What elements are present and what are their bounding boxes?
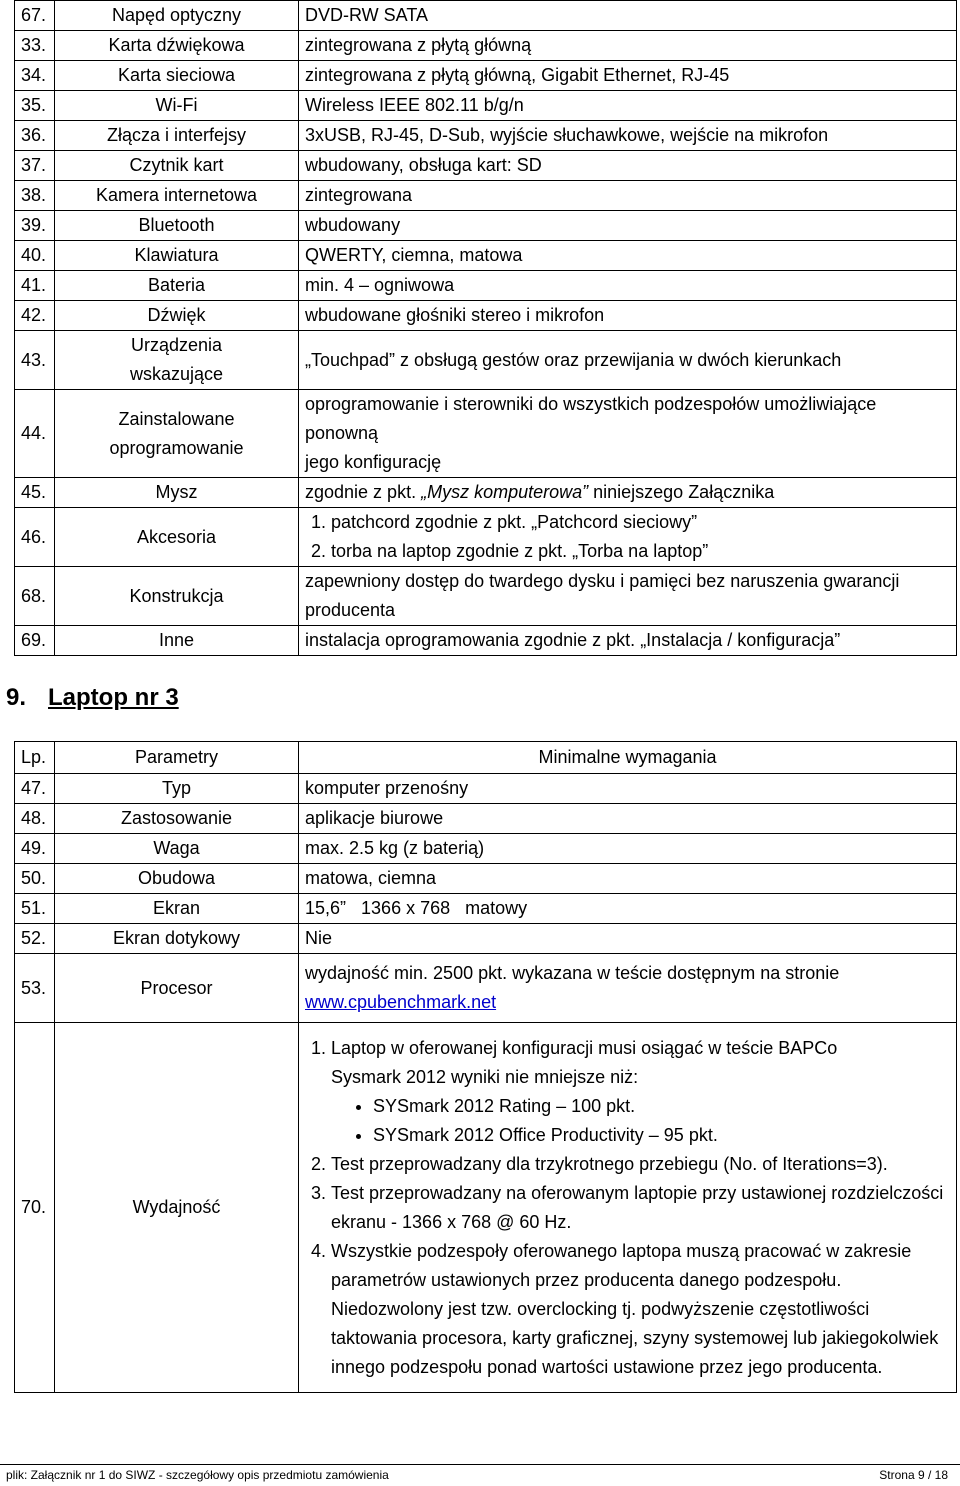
value-line: producenta	[305, 600, 396, 620]
spec-table-continued	[14, 0, 957, 656]
row-number: 40.	[15, 241, 55, 271]
table-row	[15, 181, 957, 211]
row-value: „Touchpad” z obsługą gestów oraz przewijania w dwóch kierunkach	[299, 331, 957, 390]
row-value	[299, 954, 957, 1023]
list-item: 4. Wszystkie podzespoły oferowanego laptopa muszą pracować w zakresie parametrów ustawionych przez producenta danego podzespołu. Niedozwolony jest tzw. overclocking tj. podwyższenie częstotliwości taktowania procesora, karty graficznej, szyny systemowej lub jakiegokolwiek innego podzespołu ponad wartości ustawione przez jego producenta.	[331, 1237, 950, 1382]
row-parameter: Napęd optyczny	[55, 1, 299, 31]
row-parameter: Kamera internetowa	[55, 181, 299, 211]
row-value: wbudowany	[299, 211, 957, 241]
row-number: 35.	[15, 91, 55, 121]
list-item: 2. torba na laptop zgodnie z pkt. „Torba na laptop”	[331, 537, 950, 566]
row-value: Wireless IEEE 802.11 b/g/n	[299, 91, 957, 121]
header-lp: Lp.	[15, 742, 55, 774]
row-parameter: Dźwięk	[55, 301, 299, 331]
row-number: 38.	[15, 181, 55, 211]
table-row	[15, 924, 957, 954]
row-value: 3xUSB, RJ-45, D-Sub, wyjście słuchawkowe, wejście na mikrofon	[299, 121, 957, 151]
value-text: zgodnie z pkt.	[305, 482, 422, 502]
row-number: 48.	[15, 804, 55, 834]
row-number: 34.	[15, 61, 55, 91]
row-parameter: Klawiatura	[55, 241, 299, 271]
row-parameter: Ekran	[55, 894, 299, 924]
table-row	[15, 894, 957, 924]
row-value	[299, 390, 957, 478]
value-line: wydajność min. 2500 pkt. wykazana w teście dostępnym na stronie	[305, 963, 840, 983]
row-number: 42.	[15, 301, 55, 331]
row-number: 36.	[15, 121, 55, 151]
list-item-text: Sysmark 2012 wyniki nie mniejsze niż:	[331, 1066, 639, 1087]
list-item	[331, 1034, 950, 1150]
row-number: 50.	[15, 864, 55, 894]
table-row	[15, 211, 957, 241]
row-value: zintegrowana z płytą główną	[299, 31, 957, 61]
cpubenchmark-link[interactable]: www.cpubenchmark.net	[305, 992, 497, 1012]
row-number: 49.	[15, 834, 55, 864]
table-row	[15, 774, 957, 804]
header-min-requirements: Minimalne wymagania	[299, 742, 957, 774]
section-title: Laptop nr 3	[48, 684, 179, 711]
row-number: 52.	[15, 924, 55, 954]
list-item: 3. Test przeprowadzany na oferowanym laptopie przy ustawionej rozdzielczości ekranu - 1366 x 768 @ 60 Hz.	[331, 1179, 950, 1237]
row-number: 33.	[15, 31, 55, 61]
row-parameter: Czytnik kart	[55, 151, 299, 181]
row-parameter: Inne	[55, 626, 299, 656]
table-row	[15, 31, 957, 61]
list-item: 2. Test przeprowadzany dla trzykrotnego przebiegu (No. of Iterations=3).	[331, 1150, 950, 1179]
parameter-line: Zainstalowane	[118, 408, 235, 429]
row-value: min. 4 – ogniwowa	[299, 271, 957, 301]
row-value: wbudowany, obsługa kart: SD	[299, 151, 957, 181]
table-row	[15, 508, 957, 567]
value-emphasis: „Mysz komputerowa”	[421, 482, 589, 502]
row-parameter: Karta sieciowa	[55, 61, 299, 91]
value-line: oprogramowanie i sterowniki do wszystkich podzespołów umożliwiające ponowną	[305, 394, 877, 443]
row-parameter: Akcesoria	[55, 508, 299, 567]
row-parameter: Bateria	[55, 271, 299, 301]
section-number: 9.	[6, 684, 27, 711]
table-row	[15, 151, 957, 181]
section-heading	[6, 684, 179, 712]
header-parameters: Parametry	[55, 742, 299, 774]
table-row	[15, 1023, 957, 1393]
bullet-item: • SYSmark 2012 Rating – 100 pkt.	[373, 1092, 950, 1121]
row-parameter	[55, 331, 299, 390]
row-number: 70.	[15, 1023, 55, 1393]
row-value	[299, 508, 957, 567]
row-value: zintegrowana z płytą główną, Gigabit Ethernet, RJ-45	[299, 61, 957, 91]
list-item-text: 1. Laptop w oferowanej konfiguracji musi osiągać w teście BAPCo	[331, 1037, 838, 1058]
row-number: 53.	[15, 954, 55, 1023]
row-value	[299, 1023, 957, 1393]
row-value: 15,6” 1366 x 768 matowy	[299, 894, 957, 924]
row-parameter: Obudowa	[55, 864, 299, 894]
row-value	[299, 567, 957, 626]
row-value: aplikacje biurowe	[299, 804, 957, 834]
value-line: zapewniony dostęp do twardego dysku i pamięci bez naruszenia gwarancji	[305, 571, 900, 591]
table-row	[15, 241, 957, 271]
parameter-line: oprogramowanie	[109, 437, 244, 458]
table-row	[15, 390, 957, 478]
row-number: 44.	[15, 390, 55, 478]
row-number: 37.	[15, 151, 55, 181]
row-parameter	[55, 390, 299, 478]
table-row	[15, 61, 957, 91]
row-number: 69.	[15, 626, 55, 656]
table-row	[15, 954, 957, 1023]
table-row	[15, 567, 957, 626]
row-number: 41.	[15, 271, 55, 301]
row-value: instalacja oprogramowania zgodnie z pkt. „Instalacja / konfiguracja”	[299, 626, 957, 656]
bullet-list	[331, 1092, 950, 1150]
row-value: Nie	[299, 924, 957, 954]
table-row	[15, 331, 957, 390]
table-row	[15, 271, 957, 301]
value-text: niniejszego Załącznika	[588, 482, 775, 502]
row-value: zintegrowana	[299, 181, 957, 211]
row-number: 47.	[15, 774, 55, 804]
row-parameter: Karta dźwiękowa	[55, 31, 299, 61]
row-parameter: Bluetooth	[55, 211, 299, 241]
row-number: 39.	[15, 211, 55, 241]
accessories-list	[305, 508, 950, 566]
row-parameter: Wi-Fi	[55, 91, 299, 121]
parameter-line: wskazujące	[129, 364, 224, 384]
row-value: wbudowane głośniki stereo i mikrofon	[299, 301, 957, 331]
row-number: 51.	[15, 894, 55, 924]
table-row	[15, 626, 957, 656]
row-parameter: Zastosowanie	[55, 804, 299, 834]
row-parameter: Złącza i interfejsy	[55, 121, 299, 151]
table-row	[15, 121, 957, 151]
spec-table-laptop-3	[14, 741, 957, 1393]
row-parameter: Typ	[55, 774, 299, 804]
table-row	[15, 1, 957, 31]
row-parameter: Konstrukcja	[55, 567, 299, 626]
row-number: 43.	[15, 331, 55, 390]
table-row	[15, 804, 957, 834]
performance-requirements-list	[305, 1034, 950, 1382]
footer-page-number: Strona 9 / 18	[879, 1468, 948, 1482]
row-parameter: Ekran dotykowy	[55, 924, 299, 954]
footer-file-label: plik: Załącznik nr 1 do SIWZ - szczegółowy opis przedmiotu zamówienia	[6, 1468, 389, 1482]
row-parameter: Mysz	[55, 478, 299, 508]
row-parameter: Waga	[55, 834, 299, 864]
row-value: matowa, ciemna	[299, 864, 957, 894]
table-row	[15, 301, 957, 331]
list-item: 1. patchcord zgodnie z pkt. „Patchcord sieciowy”	[331, 508, 950, 537]
row-value: komputer przenośny	[299, 774, 957, 804]
row-parameter: Procesor	[55, 954, 299, 1023]
row-number: 46.	[15, 508, 55, 567]
row-value	[299, 478, 957, 508]
page-footer	[0, 1464, 960, 1482]
table-row	[15, 834, 957, 864]
row-number: 67.	[15, 1, 55, 31]
value-line: jego konfigurację	[305, 452, 442, 472]
row-number: 45.	[15, 478, 55, 508]
row-parameter: Wydajność	[55, 1023, 299, 1393]
bullet-item: • SYSmark 2012 Office Productivity – 95 pkt.	[373, 1121, 950, 1150]
table-row	[15, 91, 957, 121]
table-row	[15, 478, 957, 508]
parameter-line: Urządzenia	[130, 335, 223, 355]
table-row	[15, 864, 957, 894]
row-number: 68.	[15, 567, 55, 626]
row-value: DVD-RW SATA	[299, 1, 957, 31]
row-value: max. 2.5 kg (z baterią)	[299, 834, 957, 864]
table-header-row	[15, 742, 957, 774]
row-value: QWERTY, ciemna, matowa	[299, 241, 957, 271]
